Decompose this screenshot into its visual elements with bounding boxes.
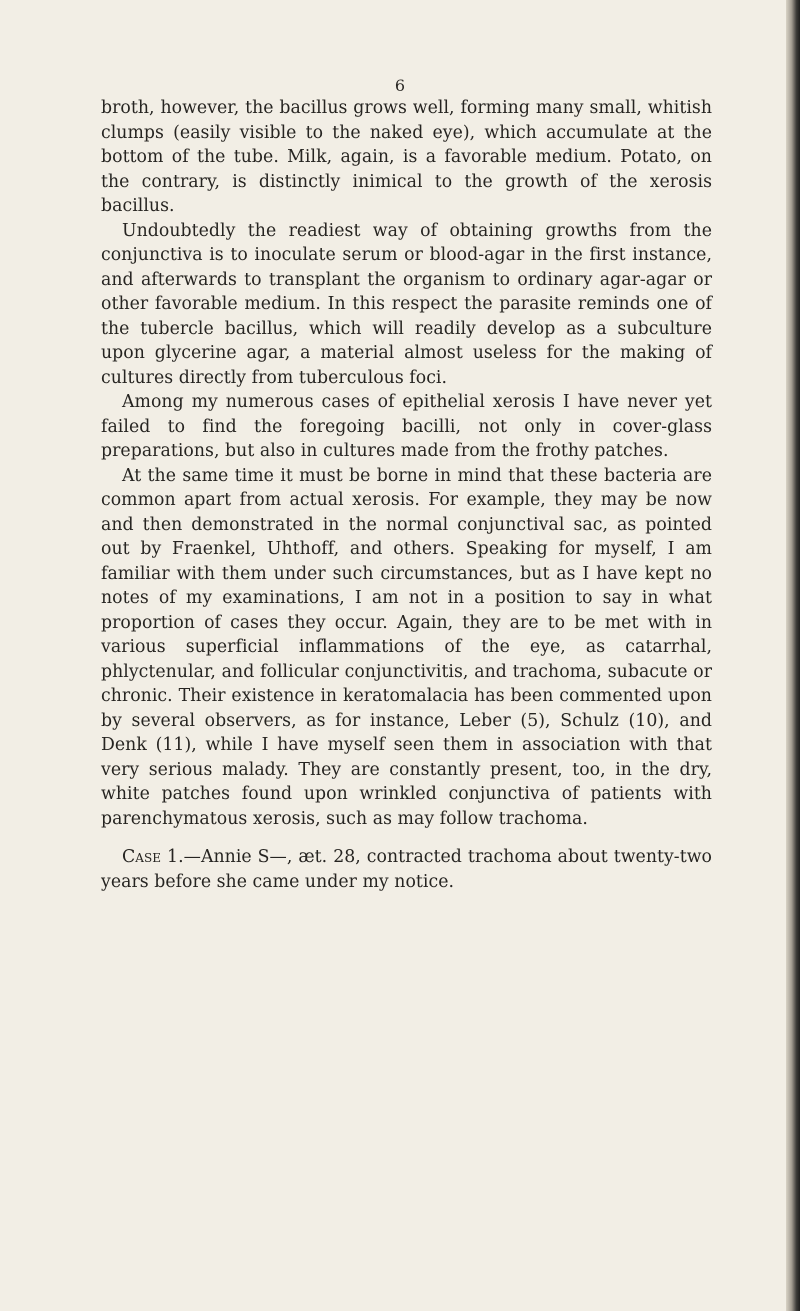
case-label: Case — [122, 847, 162, 867]
page-edge-shadow — [786, 0, 800, 1311]
paragraph-3: Among my numerous cases of epithelial xerosis I have never yet failed to find the foregoing bacilli, not only in cover-glass preparations, but also in cultures made from the frothy patches. — [101, 392, 712, 461]
case-text: 1.—Annie S—, æt. 28, contracted trachoma about twenty-two years before she came under my notice. — [101, 847, 712, 892]
case-paragraph — [101, 845, 712, 894]
page-number: 6 — [394, 76, 406, 95]
body-text — [101, 96, 712, 894]
paragraph-1: broth, however, the bacillus grows well, forming many small, whitish clumps (easily visible to the naked eye), which accumulate at the bottom of the tube. Milk, again, is a favorable medium. Potato, on the contrary, is distinctly inimical to the growth of the xerosis bacillus. — [101, 98, 712, 216]
paragraph-4: At the same time it must be borne in mind that these bacteria are common apart from actual xerosis. For example, they may be now and then demonstrated in the normal conjunctival sac, as pointed out by Fraenkel, Uhthoff, and others. Speaking for myself, I am familiar with them under such circumstances, but as I have kept no notes of my examinations, I am not in a position to say in what proportion of cases they occur. Again, they are to be met with in various superficial inflammations of the eye, as catarrhal, phlyctenular, and follicular conjunctivitis, and trachoma, subacute or chronic. Their existence in keratomalacia has been commented upon by several observers, as for instance, Leber (5), Schulz (10), and Denk (11), while I have myself seen them in association with that very serious malady. They are constantly present, too, in the dry, white patches found upon wrinkled conjunctiva of patients with parenchymatous xerosis, such as may follow trachoma. — [101, 465, 712, 829]
paragraph-2: Undoubtedly the readiest way of obtaining growths from the conjunctiva is to inoculate serum or blood-agar in the first instance, and afterwards to transplant the organism to ordinary agar-agar or other favorable medium. In this respect the parasite reminds one of the tubercle bacillus, which will readily develop as a subculture upon glycerine agar, a material almost useless for the making of cultures directly from tuberculous foci. — [101, 220, 712, 388]
